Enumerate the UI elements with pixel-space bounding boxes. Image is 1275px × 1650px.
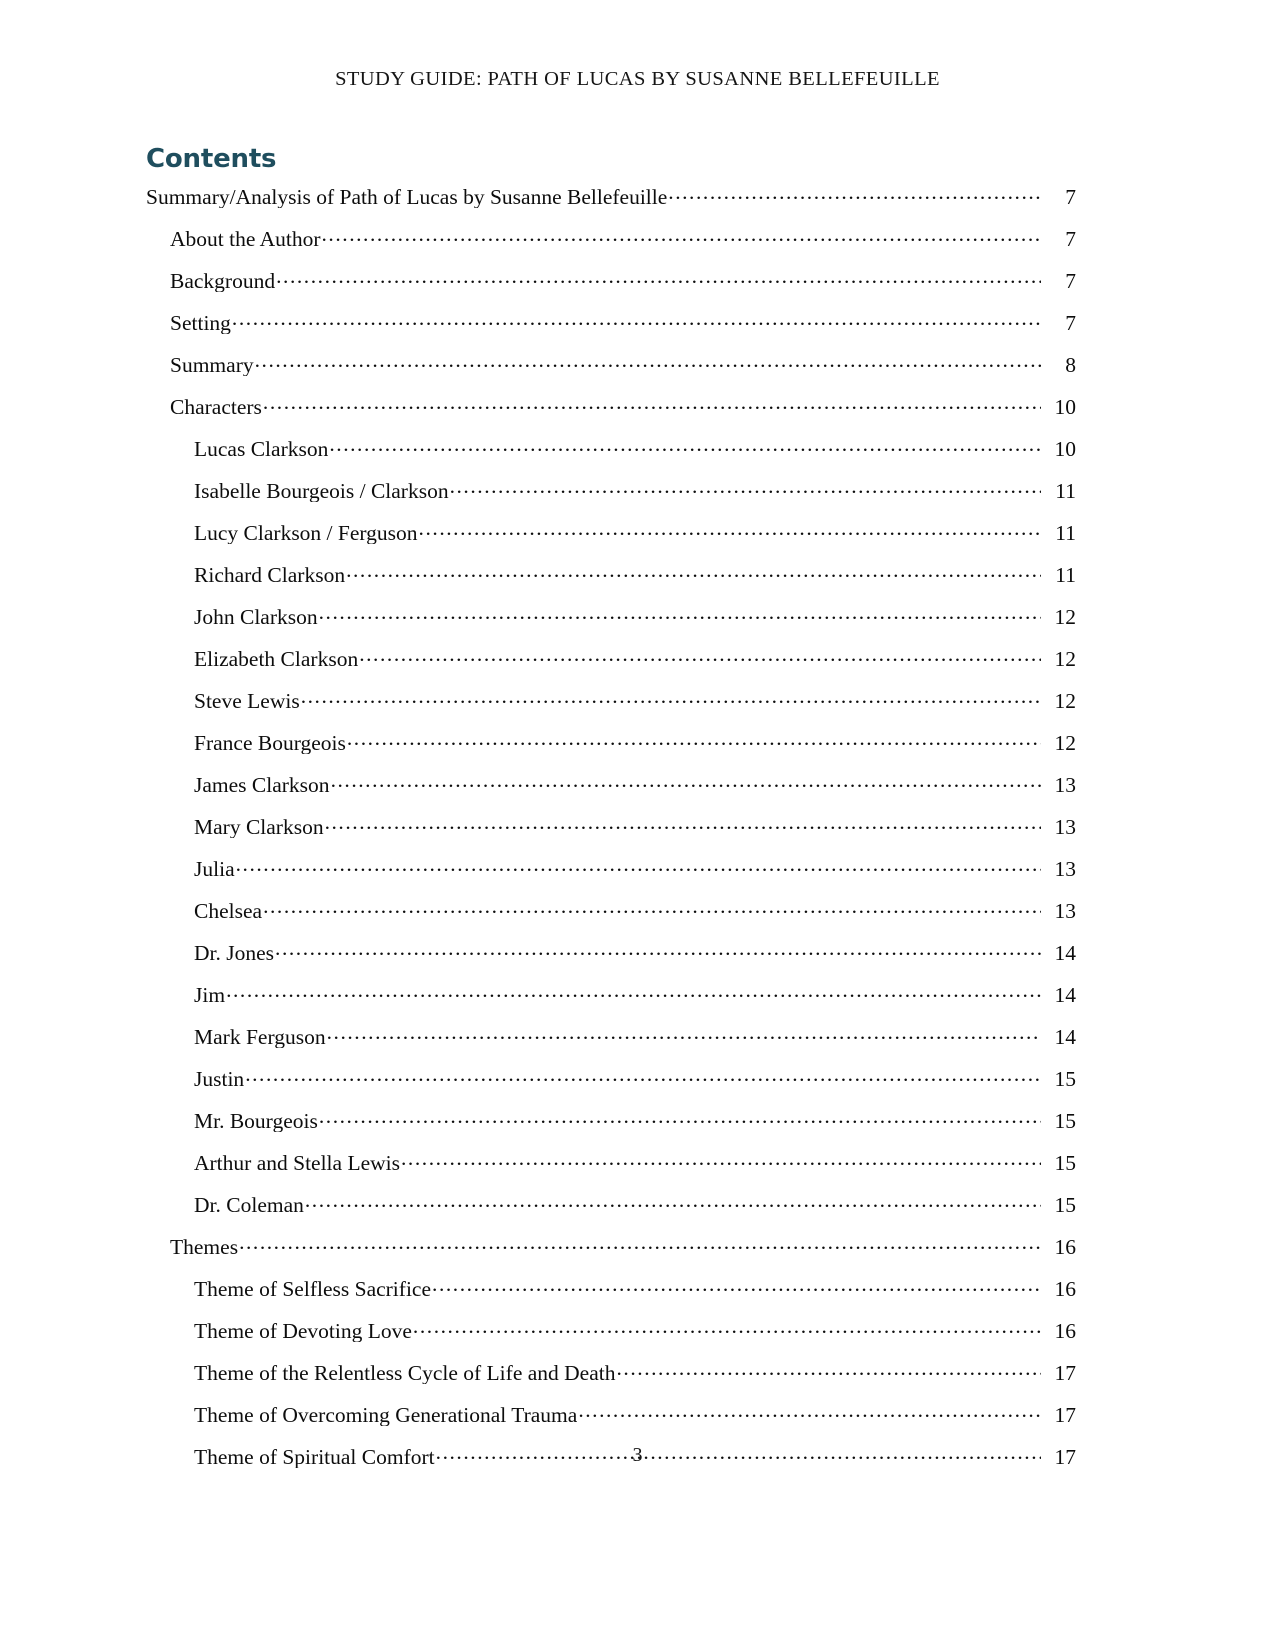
toc-entry-title: France Bourgeois [194,732,346,754]
toc-dot-leader [239,1232,1041,1254]
toc-entry[interactable] [146,182,1076,208]
toc-dot-leader [245,1064,1041,1086]
toc-entry-page-number: 10 [1054,394,1076,419]
toc-entry-title: James Clarkson [194,774,330,796]
page-title: Contents [146,144,277,174]
toc-dot-leader [327,1022,1041,1044]
toc-entry[interactable] [146,266,1076,292]
toc-dot-leader [319,1106,1041,1128]
toc-dot-leader [450,476,1041,498]
toc-entry[interactable] [146,392,1076,418]
toc-entry[interactable] [146,476,1076,502]
toc-dot-leader [236,854,1041,876]
toc-dot-leader [255,350,1041,372]
toc-entry-title: Lucas Clarkson [194,438,329,460]
toc-dot-leader [432,1274,1041,1296]
toc-entry[interactable] [146,308,1076,334]
toc-entry-page-number: 13 [1054,898,1076,923]
toc-dot-leader [301,686,1041,708]
toc-entry-title: Mr. Bourgeois [194,1110,318,1132]
toc-entry-title: Julia [194,858,235,880]
toc-entry-page-number: 17 [1054,1360,1076,1385]
toc-dot-leader [329,434,1041,456]
toc-entry[interactable] [146,350,1076,376]
toc-entry-page-number: 14 [1054,1024,1076,1049]
toc-entry-page-number: 7 [1065,226,1076,251]
toc-dot-leader [578,1400,1041,1422]
toc-entry-page-number: 17 [1054,1444,1076,1469]
toc-entry-page-number: 8 [1065,352,1076,377]
toc-dot-leader [232,308,1041,330]
toc-entry-title: Theme of Devoting Love [194,1320,412,1342]
toc-entry-title: Isabelle Bourgeois / Clarkson [194,480,449,502]
toc-dot-leader [275,938,1041,960]
toc-entry-title: Themes [170,1236,239,1258]
toc-entry-title: Chelsea [194,900,263,922]
toc-entry-title: Mark Ferguson [194,1026,326,1048]
toc-entry-title: Justin [194,1068,245,1090]
toc-entry[interactable] [146,1274,1076,1300]
toc-entry-page-number: 12 [1054,688,1076,713]
toc-dot-leader [276,266,1041,288]
toc-entry-title: Theme of Spiritual Comfort [194,1446,435,1468]
toc-dot-leader [346,560,1041,582]
toc-entry-title: Characters [170,396,262,418]
toc-dot-leader [325,812,1041,834]
toc-dot-leader [347,728,1041,750]
toc-entry-title: Richard Clarkson [194,564,346,586]
toc-dot-leader [617,1358,1042,1380]
toc-entry[interactable] [146,1358,1076,1384]
toc-entry-title: Steve Lewis [194,690,300,712]
toc-dot-leader [401,1148,1041,1170]
toc-entry[interactable] [146,434,1076,460]
toc-entry[interactable] [146,1400,1076,1426]
toc-dot-leader [305,1190,1041,1212]
toc-entry[interactable] [146,854,1076,880]
toc-entry-title: Arthur and Stella Lewis [194,1152,400,1174]
toc-entry-page-number: 14 [1054,940,1076,965]
toc-entry-page-number: 15 [1054,1192,1076,1217]
toc-entry-page-number: 11 [1055,562,1076,587]
toc-entry-title: John Clarkson [194,606,318,628]
toc-entry-page-number: 16 [1054,1234,1076,1259]
toc-entry-title: About the Author [170,228,321,250]
toc-entry-page-number: 15 [1054,1108,1076,1133]
toc-dot-leader [331,770,1041,792]
toc-entry-title: Theme of the Relentless Cycle of Life and Death [194,1362,616,1384]
toc-dot-leader [668,182,1041,204]
toc-entry-page-number: 17 [1054,1402,1076,1427]
toc-entry-title: Summary/Analysis of Path of Lucas by Susanne Bellefeuille [146,186,668,208]
running-header: STUDY GUIDE: PATH OF LUCAS BY SUSANNE BELLEFEUILLE [335,68,940,90]
toc-entry[interactable] [146,1232,1076,1258]
toc-entry[interactable] [146,812,1076,838]
toc-dot-leader [319,602,1041,624]
toc-entry-page-number: 11 [1055,520,1076,545]
toc-dot-leader [322,224,1042,246]
toc-entry[interactable] [146,1022,1076,1048]
toc-entry[interactable] [146,1064,1076,1090]
toc-entry-page-number: 10 [1054,436,1076,461]
toc-entry-page-number: 14 [1054,982,1076,1007]
toc-entry[interactable] [146,1148,1076,1174]
toc-entry[interactable] [146,1316,1076,1342]
toc-entry-page-number: 12 [1054,646,1076,671]
toc-entry-title: Theme of Overcoming Generational Trauma [194,1404,578,1426]
toc-entry[interactable] [146,770,1076,796]
toc-entry[interactable] [146,728,1076,754]
toc-entry[interactable] [146,686,1076,712]
toc-entry-page-number: 13 [1054,772,1076,797]
toc-entry[interactable] [146,980,1076,1006]
toc-entry-page-number: 16 [1054,1276,1076,1301]
toc-entry-page-number: 7 [1065,184,1076,209]
toc-entry-title: Jim [194,984,226,1006]
toc-dot-leader [263,896,1041,918]
toc-entry-page-number: 7 [1065,310,1076,335]
toc-entry[interactable] [146,224,1076,250]
toc-entry[interactable] [146,518,1076,544]
toc-entry-page-number: 12 [1054,604,1076,629]
toc-entry-title: Setting [170,312,231,334]
toc-entry-title: Lucy Clarkson / Ferguson [194,522,418,544]
toc-entry-title: Dr. Jones [194,942,275,964]
toc-entry-page-number: 15 [1054,1150,1076,1175]
toc-entry-title: Background [170,270,276,292]
toc-entry-title: Elizabeth Clarkson [194,648,359,670]
toc-entry-page-number: 15 [1054,1066,1076,1091]
toc-entry-page-number: 13 [1054,856,1076,881]
toc-entry-page-number: 11 [1055,478,1076,503]
toc-entry-title: Summary [170,354,254,376]
toc-entry[interactable] [146,1106,1076,1132]
toc-entry[interactable] [146,938,1076,964]
toc-entry-title: Mary Clarkson [194,816,324,838]
toc-entry[interactable] [146,644,1076,670]
toc-dot-leader [419,518,1041,540]
toc-entry[interactable] [146,560,1076,586]
toc-entry-page-number: 7 [1065,268,1076,293]
toc-entry-page-number: 16 [1054,1318,1076,1343]
toc-dot-leader [413,1316,1041,1338]
toc-dot-leader [359,644,1041,666]
toc-entry-title: Theme of Selfless Sacrifice [194,1278,432,1300]
toc-entry-page-number: 13 [1054,814,1076,839]
toc-entry-page-number: 12 [1054,730,1076,755]
toc-entry[interactable] [146,896,1076,922]
toc-entry-title: Dr. Coleman [194,1194,304,1216]
table-of-contents [146,182,1076,1484]
footer-page-number: 3 [632,1444,643,1466]
toc-dot-leader [263,392,1041,414]
toc-entry[interactable] [146,1190,1076,1216]
toc-dot-leader [226,980,1041,1002]
toc-entry[interactable] [146,602,1076,628]
